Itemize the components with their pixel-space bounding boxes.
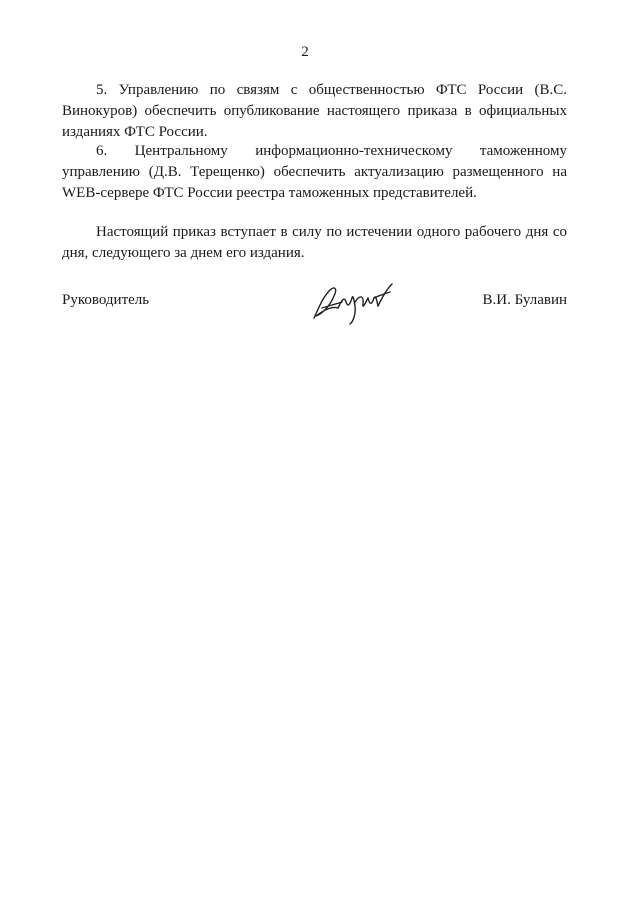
signer-position: Руководитель	[62, 292, 150, 308]
paragraph-5: 5. Управлению по связям с общественностью ФТС России (В.С. Винокуров) обеспечить опубликование настоящего приказа в официальных изданиях ФТС России.	[62, 82, 567, 140]
signature-block	[62, 280, 567, 330]
handwritten-signature	[308, 280, 398, 326]
effective-date-paragraph: Настоящий приказ вступает в силу по истечении одного рабочего дня со дня, следующего за днем его издания.	[62, 224, 567, 261]
paragraph-6: 6. Центральному информационно-техническому таможенному управлению (Д.В. Терещенко) обеспечить актуализацию размещенного на WEB-сервере ФТС России реестра таможенных представителей.	[62, 143, 567, 201]
signer-name: В.И. Булавин	[482, 292, 567, 308]
page-number: 2	[301, 44, 309, 60]
